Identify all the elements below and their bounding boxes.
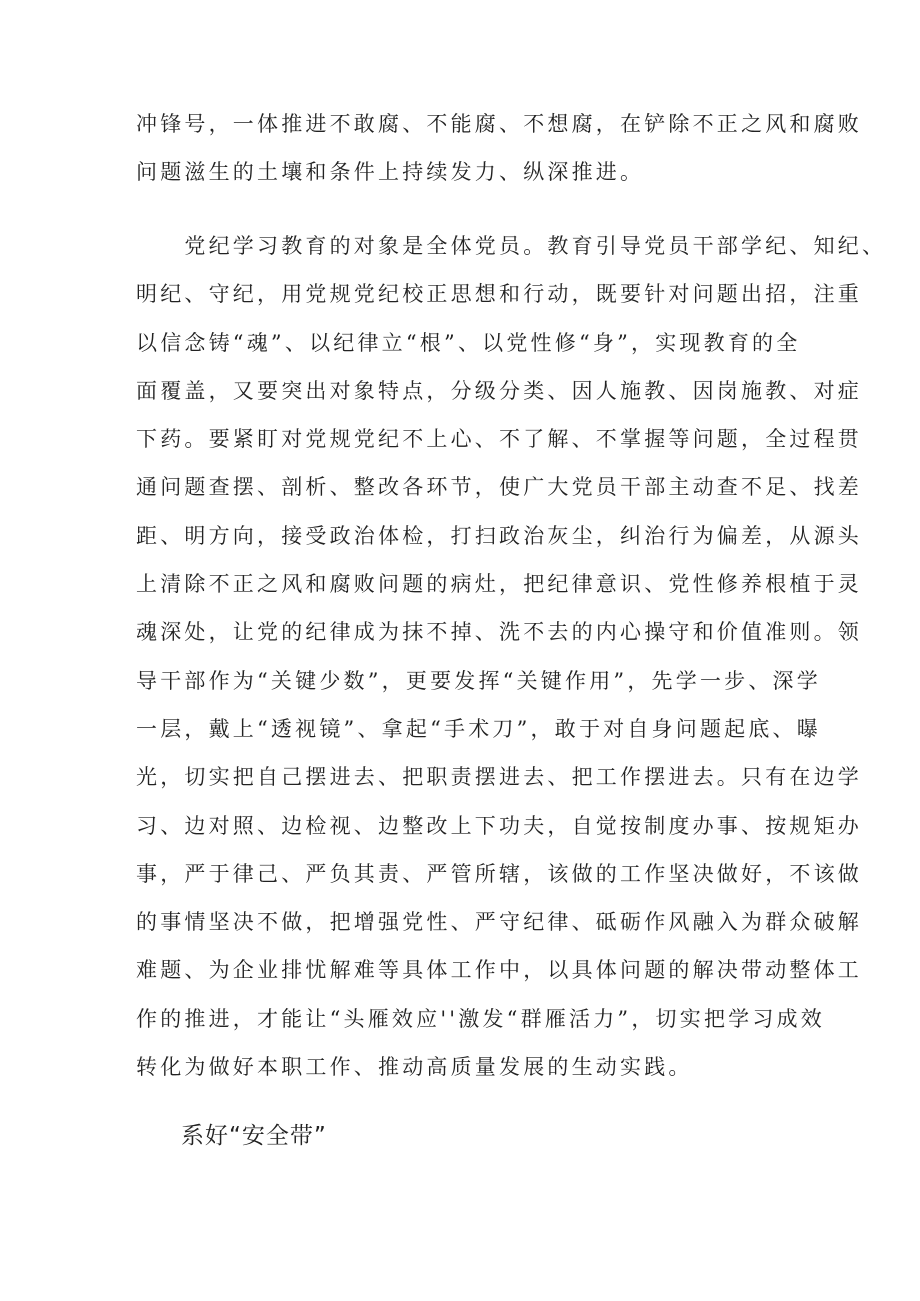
text-line: 光，切实把自己摆进去、把职责摆进去、把工作摆进去。只有在边学 — [136, 765, 862, 790]
text-line: 问题滋生的土壤和条件上持续发力、纵深推进。 — [136, 160, 645, 185]
text-line: 下药。要紧盯对党规党纪不上心、不了解、不掌握等问题，全过程贯 — [136, 427, 862, 452]
text-line: 以信念铸“魂”、以纪律立“根”、以党性修“身”，实现教育的全 — [136, 330, 801, 355]
text-line: 的事情坚决不做，把增强党性、严守纪律、砥砺作风融入为群众破解 — [136, 910, 862, 935]
paragraph-continued — [136, 100, 862, 197]
text-line: 魂深处，让党的纪律成为抹不掉、洗不去的内心操守和价值准则。领 — [136, 620, 862, 645]
text-line: 党纪学习教育的对象是全体党员。教育引导党员干部学纪、知纪、 — [136, 234, 887, 258]
text-line: 上清除不正之风和腐败问题的病灶，把纪律意识、党性修养根植于灵 — [136, 572, 862, 597]
text-line: 面覆盖，又要突出对象特点，分级分类、因人施教、因岗施教、对症 — [136, 378, 862, 403]
text-line: 通问题查摆、剖析、整改各环节，使广大党员干部主动查不足、找差 — [136, 475, 862, 500]
text-line: 一层，戴上“透视镜”、拿起“手术刀”，敢于对自身问题起底、曝 — [136, 716, 821, 741]
text-line: 导干部作为“关键少数”，更要发挥“关键作用”，先学一步、深学 — [136, 668, 821, 693]
text-line: 事，严于律己、严负其责、严管所辖，该做的工作坚决做好，不该做 — [136, 861, 862, 886]
text-line: 习、边对照、边检视、边整改上下功夫，自觉按制度办事、按规矩办 — [136, 813, 862, 838]
text-line: 距、明方向，接受政治体检，打扫政治灰尘，纠治行为偏差，从源头 — [136, 523, 862, 548]
section-heading: 系好“安全带” — [181, 1123, 327, 1149]
text-line: 明纪、守纪，用党规党纪校正思想和行动，既要针对问题出招，注重 — [136, 282, 862, 307]
text-line: 转化为做好本职工作、推动高质量发展的生动实践。 — [136, 1055, 693, 1080]
text-line: 冲锋号，一体推进不敢腐、不能腐、不想腐，在铲除不正之风和腐败 — [136, 112, 862, 136]
paragraph-party-discipline — [136, 222, 887, 1091]
text-line: 难题、为企业排忧解难等具体工作中，以具体问题的解决带动整体工 — [136, 958, 862, 983]
text-line: 作的推进，才能让“头雁效应''激发“群雁活力”，切实把学习成效 — [136, 1006, 825, 1031]
